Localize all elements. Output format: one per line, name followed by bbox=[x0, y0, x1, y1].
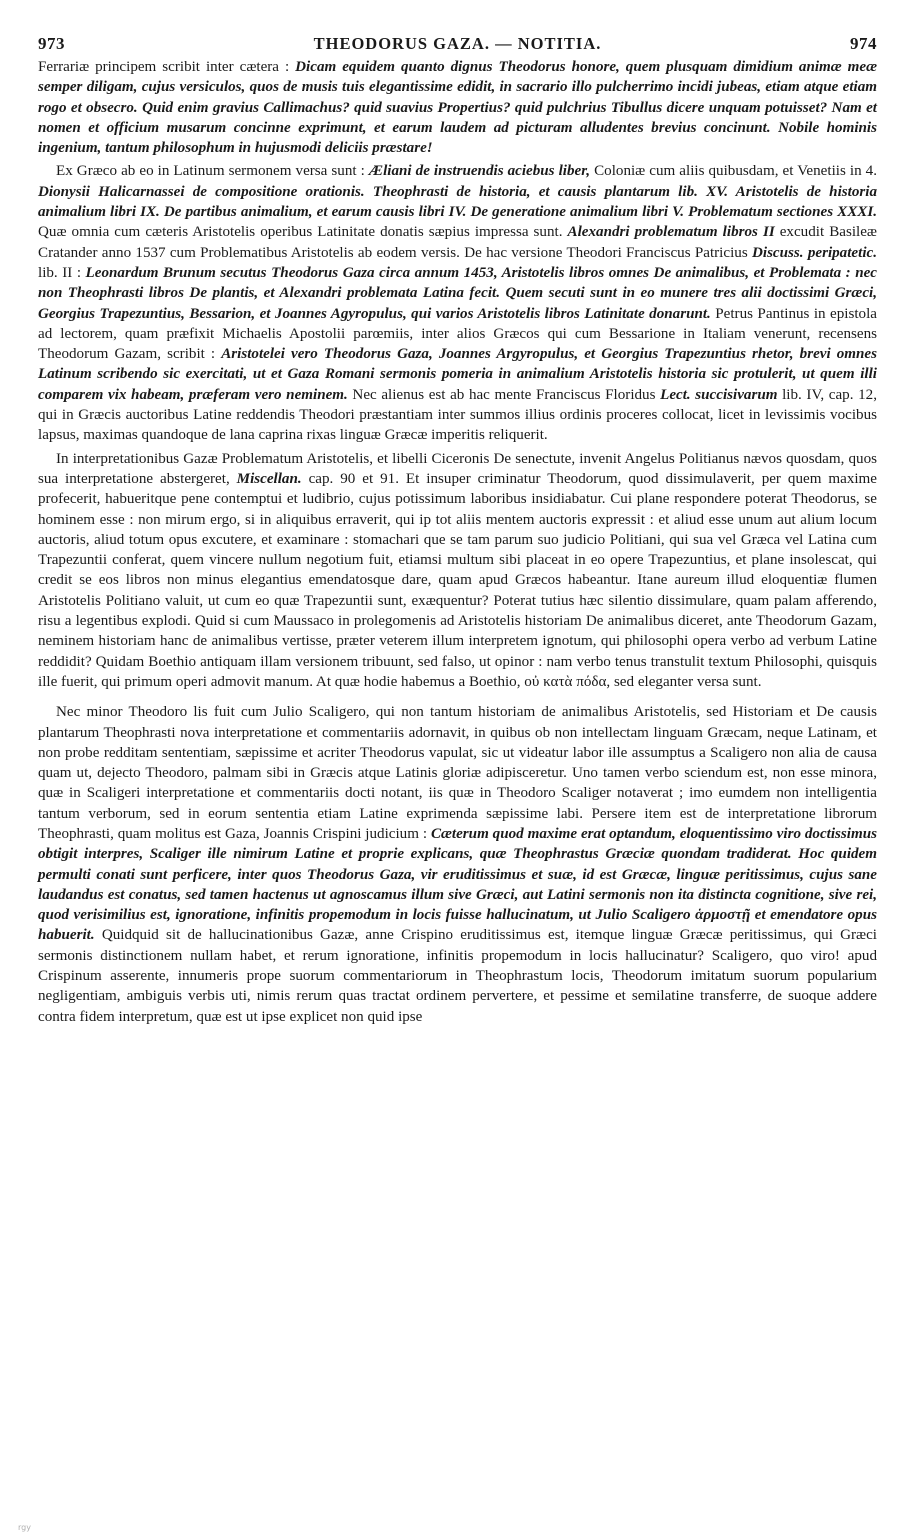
text-body bbox=[38, 57, 877, 1027]
text-run: excudit Basileæ Cratander anno 1537 cum Problematibus Aristotelis ab eodem versis. De hac versione Theodori Franciscus Patricius bbox=[38, 224, 877, 261]
text-run: Quæ omnia cum cæteris Aristotelis operibus Latinitate donatis sæpius impressa sunt. bbox=[38, 224, 568, 241]
text-run: Nec minor Theodoro lis fuit cum Julio Scaligero, qui non tantum historiam de animalibus Aristotelis, sed Historiam et De causis plantarum Theophrasti nova interpretatione et commentariis adornavit, in quibus ob non intellectam linguam Græcam, neque Latinam, et non probe redditam sententiam, sæpissime et acriter Theodorus vapulat, sic ut videatur labor ille assumptus a Scaligero non alia de causa quam ut, dejecto Theodoro, palmam sibi in Græcis atque Latinis gloriæ adipisceretur. Uno tamen verbo sciendum est, non esse minora, quæ in Scaligeri interpretatione et commentariis docti notant, iis quæ in Theodoro Scaliger notaverat ; imo eumdem non intelligentia tantum verborum, sed in eorum sententia etiam Latine exprimenda sæpissime labi. Persere item est de interpretatione librorum Theophrasti, quam molitus est Gaza, Joannis Crispini judicium : bbox=[38, 704, 877, 842]
text-run: Quidquid sit de hallucinationibus Gazæ, anne Crispino eruditissimus est, itemque linguæ Græcæ peritissimus, qui Græci sermonis distinctionem nullam habet, et rerum ignoratione, infinitis propemodum in locis hallucinatur? Scaligero, quo viro! apud Crispinum asserente, innumeris prope suorum commentariorum in Theophrastum locis, Theodorum imitatum suorum popularium negligentiam, ambiguis verbis uti, nimis rerum quas tractat ordinem pervertere, et pessime et semilatine transferre, de suoque addere contra fidem interpretum, quæ est ut ipse explicet non quid ipse bbox=[38, 927, 877, 1025]
italic-run: Discuss. peripatetic. bbox=[751, 244, 877, 261]
italic-run: Lect. succisivarum bbox=[660, 386, 778, 403]
italic-run: Miscellan. bbox=[236, 470, 302, 487]
text-run: lib. II : bbox=[38, 264, 86, 281]
italic-run: Alexandri problematum libros II bbox=[567, 224, 775, 241]
text-run: Ferrariæ principem scribit inter cætera : bbox=[38, 59, 296, 75]
text-run: cap. 90 et 91. Et insuper criminatur Theodorum, quod dissimulaverit, per quem maxime profecerit, habueritque pene contemptui et ludibrio, cujus potissimum laboribus insidiabatur. Cui plane respondere poterat Theodorus, se hominem esse : non mirum ergo, si in aliquibus erraverit, qui ip tot aliis mentem auctoris expressit : et aliud esse unum aut alium locum auctoris, aliud totum opus excutere, et examinare : stomachari que se tam parum suo judicio Politiani, qui sua vel Græca vel Latina cum Trapezuntii conferat, quem vincere nullum negotium fuit, etiamsi multum sibi placeat in eo opere Trapezuntius, et plane insolescat, qui credit se eos libros non minus elegantius emendatosque dare, quam apud Græcos habeantur. Itane aureum illud eloquentiæ flumen Aristotelis Politiano valuit, ut cum eo quæ Trapezuntii sunt, exæquentur? Poterat tutius hæc silentio dissimulare, quam palam afferendo, risu a legentibus explodi. Quid si cum Maussaco in prolegomenis ad Aristotelis historiam De animalibus diceret, ante Theodorum Gazam, neminem historiam hanc de animalibus vertisse, præter veterem illum interpretem ignotum, qui philosophi opera verbo ad verbum Latine reddidit? Quidam Boethio antiquam illam versionem tribuunt, sed falso, ut opinor : nam verbo tenus transtulit textum Philosophi, quisquis ille fuerit, qui primum operi admovit manum. At quæ hodie habemus a Boethio, bbox=[38, 470, 877, 690]
running-header bbox=[38, 34, 877, 56]
paragraph-3 bbox=[38, 449, 877, 693]
page-number-right: 974 bbox=[849, 34, 877, 53]
text-run: Petrus Pantinus in epistola ad lectorem, quam præfixit Michaelis Apostolii parœmiis, inter alios Græcos qui cum Bessarione in Italiam venerunt, recensens Theodorum Gazam, scribit : bbox=[38, 305, 877, 363]
text-run: Ex Græco ab eo in Latinum sermonem versa sunt : bbox=[56, 163, 369, 180]
italic-run: Aristotelei vero Theodorus Gaza, Joannes Argyropulus, et Georgius Trapezuntius rhetor, brevi omnes Latinum scribendo sic exercitati, ut et Gaza Romani sermonis pomeria in animalium Aristotelis historia sic protulerit, ut quem illi comparem vix habeam, præferam vero neminem. bbox=[38, 346, 877, 403]
text-run: Nec alienus est ab hac mente Franciscus Floridus bbox=[347, 386, 661, 403]
paragraph-1 bbox=[38, 57, 877, 158]
scan-mark: rgy bbox=[18, 1523, 31, 1532]
text-run: lib. IV, cap. 12, qui in Græcis auctoribus Latine reddendis Theodori præstantiam inter summos illius ordinis proceres collocat, licet in levissimis vocibus lapsus, maximas quandoque de lana caprina rixas linguæ Græcæ imperitis reliquerit. bbox=[38, 386, 877, 444]
italic-run: Dionysii Halicarnassei de compositione orationis. Theophrasti de historia, et causis plantarum lib. XV. Aristotelis de historia animalium libri IX. De partibus animalium, et earum causis libri IV. De generatione animalium libri V. Problematum sectiones XXXI. bbox=[38, 183, 877, 221]
paragraph-2 bbox=[38, 161, 877, 445]
text-run: Coloniæ cum aliis quibusdam, et Venetiis in 4. bbox=[590, 163, 877, 180]
italic-run: Cæterum quod maxime erat optandum, eloquentissimo viro doctissimus obtigit interpres, Scaliger ille nimirum Latine et proprie explicans, quæ Theophrastus Græciæ quondam tradiderat. Hoc quidem permulti conati sunt perficere, inter quos Theodorus Gaza, vir eruditissimus et suæ, id est Græcæ, linguæ peritissimus, cujus sane laudandus est conatus, sed tamen hactenus ut agnoscamus illum sive Græci, aut Latini sermonis non ita distincta cognitione, sive rei, quod verisimilius est, ignoratione, infinitis propemodum in locis fuisse hallucinatum, ut Julio Scaligero ἁρμοστῇ et emendatore opus habuerit. bbox=[38, 825, 877, 944]
italic-run: Dicam equidem quanto dignus Theodorus honore, quem plusquam dimidium animæ meæ semper diligam, cujus versiculos, quos de musis tuis elegantissime edidit, in sacrario illo pulcherrimo incidi jubeas, etiam atque etiam rogo et obsecro. Quid enim gravius Callimachus? quid suavius Propertius? quid pulchrius Tibullus dicere unquam potuisset? Nam et nomen et officium musarum concinne exprimunt, et earum laudem ad picturam alludentes brevius concinunt. Nobile hominis ingenium, tantum philosophum in hujusmodi deliciis præstare! bbox=[38, 59, 877, 157]
paragraph-4 bbox=[38, 702, 877, 1027]
running-title: THEODORUS GAZA. — NOTITIA. bbox=[313, 34, 602, 53]
text-run: In interpretationibus Gazæ Problematum Aristotelis, et libelli Ciceronis De senectute, invenit Angelus Politianus nævos quosdam, quos sua interpretatione abstergeret, bbox=[38, 450, 877, 487]
text-run: οὐ κατὰ πόδα bbox=[524, 673, 607, 690]
italic-run: Leonardum Brunum secutus Theodorus Gaza circa annum 1453, Aristotelis libros omnes De animalibus, et Problemata : nec non Theophrasti libros De plantis, et Alexandri problemata Latina fecit. Quem secuti sunt in eo munere tres alii doctissimi Græci, Georgius Trapezuntius, Bessarion, et Joannes Agyropulus, qui varios Aristotelis libros Latinitate donarunt. bbox=[38, 264, 877, 322]
page-number-left: 973 bbox=[38, 34, 65, 53]
text-run: , sed eleganter versa sunt. bbox=[606, 673, 762, 690]
italic-run: Æliani de instruendis aciebus liber, bbox=[368, 163, 591, 180]
